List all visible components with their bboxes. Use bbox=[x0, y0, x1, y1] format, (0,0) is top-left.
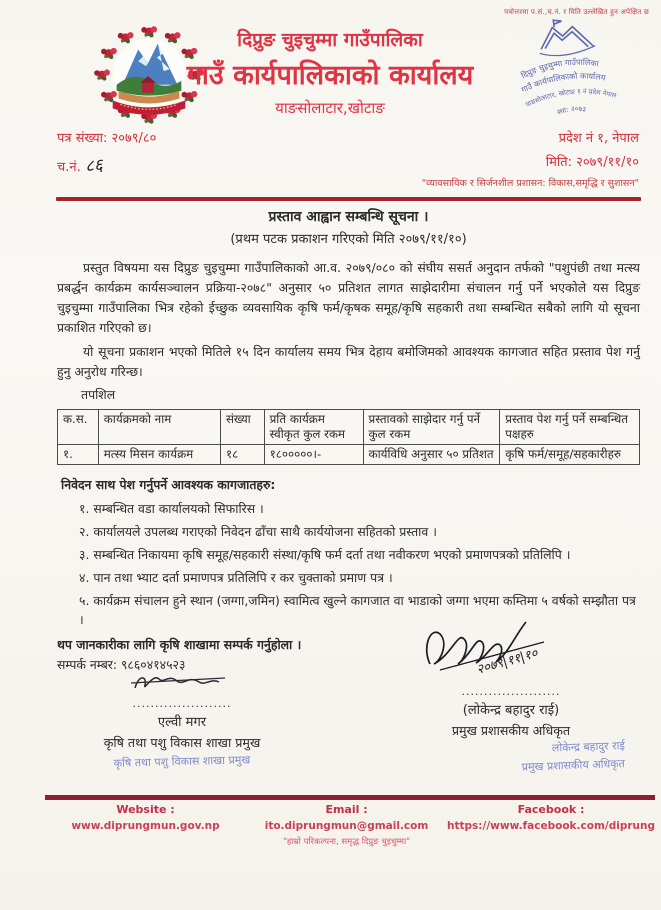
stamp-name-right: लोकेन्द्र बहादुर राई bbox=[551, 739, 626, 755]
office-round-stamp bbox=[497, 8, 634, 142]
cell-eligible-parties: कृषि फर्म/समूह/सहकारीहरु bbox=[500, 445, 640, 465]
notice-title: प्रस्ताव आह्वान सम्बन्धि सूचना । bbox=[268, 209, 429, 225]
dispatch-number-label: च.नं. bbox=[57, 160, 81, 175]
facebook-label: Facebook : bbox=[517, 803, 585, 816]
contact-number: सम्पर्क नम्बर: ९८६०४१४५२३ bbox=[57, 657, 186, 672]
col-serial: क.स. bbox=[58, 410, 99, 445]
signatory-title-right: प्रमुख प्रशासकीय अधिकृत bbox=[451, 723, 571, 738]
svg-text:याङसोलाटार, खोटाङ १ नं प्रदेश: याङसोलाटार, खोटाङ १ नं प्रदेश नेपाल bbox=[524, 87, 618, 109]
signature-dots-right: ...................... bbox=[461, 685, 561, 698]
program-table bbox=[57, 409, 640, 465]
document-item-5: ५. कार्यक्रम संचालन हुने स्थान (जग्गा,जमिन) स्वामित्व खुल्ने कागजात वा भाडाको जग्गा भएमा कम्तिमा ५ वर्षको सम्झौता पत्र । bbox=[79, 593, 636, 627]
signature-block-right bbox=[391, 612, 631, 775]
document-item-4: ४. पान तथा भ्याट दर्ता प्रमाणपत्र प्रतिलिपि र कर चुक्ताको प्रमाण पत्र । bbox=[79, 570, 393, 585]
col-eligible-parties: प्रस्ताव पेश गर्नु पर्ने सम्बन्धित पक्षहरु bbox=[500, 410, 640, 445]
svg-text:दिप्रुङ चुइचुम्मा गाउँपालिका: दिप्रुङ चुइचुम्मा गाउँपालिका bbox=[519, 57, 600, 81]
administration-motto: "व्यावसायिक र सिर्जनशील प्रशासन: विकास,समृद्धि र सुशासन" bbox=[421, 178, 639, 189]
letter-reference-block bbox=[57, 128, 156, 176]
municipality-name: दिप्रुङ चुइचुम्मा गाउँपालिका bbox=[237, 29, 423, 51]
footer-facebook bbox=[447, 803, 655, 847]
footer-website bbox=[45, 803, 246, 847]
handwritten-date: २०७९|११|१० bbox=[474, 646, 540, 678]
document-item-3: ३. सम्बन्धित निकायमा कृषि समूह/सहकारी संस्था/कृषि फर्म दर्ता तथा नवीकरण भएको प्रमाणपत्रको प्रतिलिपि । bbox=[79, 547, 571, 562]
cell-quantity: १८ bbox=[220, 445, 264, 465]
signatory-title-left: कृषि तथा पशु विकास शाखा प्रमुख bbox=[103, 735, 261, 750]
details-label: तपशिल bbox=[81, 387, 116, 402]
vision-tagline: "हाम्रो परिकल्पना, समृद्ध दिप्रुङ चुइचुम्मा" bbox=[282, 837, 411, 847]
footer-divider-bar bbox=[45, 795, 655, 800]
handwritten-signature-left bbox=[127, 666, 237, 696]
letterhead bbox=[160, 26, 500, 118]
province-label: प्रदेश नं १, नेपाल bbox=[558, 131, 639, 146]
letter-date: मिति: २०७९/११/१० bbox=[545, 155, 639, 170]
signatory-name-left: एल्वी मगर bbox=[157, 715, 207, 730]
col-quantity: संख्या bbox=[220, 410, 264, 445]
document-item-2: २. कार्यालयले उपलब्ध गराएको निवेदन ढाँचा साथै कार्ययोजना सहितको प्रस्ताव । bbox=[79, 524, 437, 539]
svg-text:गाउँ कार्यपालिकाको कार्यालय: गाउँ कार्यपालिकाको कार्यालय bbox=[519, 71, 607, 95]
office-address: याङसोलाटार,खोटाङ bbox=[275, 99, 385, 117]
signature-block-left bbox=[57, 666, 307, 769]
letter-number: पत्र संख्या: २०७९/८० bbox=[57, 131, 157, 146]
header-divider-line bbox=[56, 197, 641, 201]
website-label: Website : bbox=[116, 803, 175, 816]
col-approved-amount: प्रति कार्यक्रम स्वीकृत कुल रकम bbox=[264, 410, 363, 445]
stamp-text-left: कृषि तथा पशु विकास शाखा प्रमुख bbox=[113, 753, 251, 770]
cell-program-name: मत्स्य मिसन कार्यक्रम bbox=[98, 445, 220, 465]
cell-serial: १. bbox=[58, 445, 99, 465]
more-info-line: थप जानकारीका लागि कृषि शाखामा सम्पर्क गर्नुहोला । bbox=[57, 637, 302, 652]
office-name: गाउँ कार्यपालिकाको कार्यालय bbox=[186, 60, 474, 91]
email-label: Email : bbox=[325, 803, 368, 816]
table-header-row bbox=[58, 410, 640, 445]
facebook-url: https://www.facebook.com/diprung bbox=[447, 820, 656, 832]
table-row bbox=[58, 445, 640, 465]
notice-body bbox=[57, 207, 640, 655]
handwritten-signature-right bbox=[416, 612, 606, 684]
signatory-name-right: (लोकेन्द्र बहादुर राई) bbox=[462, 703, 560, 718]
notice-paragraph-1: प्रस्तुत विषयमा यस दिप्रुङ चुइचुम्मा गाउँपालिकाको आ.व. २०७९/०८० को संघीय ससर्त अनुदान तर्फको "पशुपंछी तथा मत्स्य प्रबर्द्धन कार्यक्रम कार्यसञ्चालन प्रक्रिया-२०७८" अनुसार ५० प्रतिशत लागत साझेदारीमा संचालन गर्नु पर्ने भएकोले यस दिप्रुङ चुइचुम्मा गाउँपालिका भित्र रहेको ईच्छुक व्यवसायिक कृषि फर्म/कृषक समूह/कृषि सहकारी तथा सम्बन्धित सबैको लागि यो सूचना प्रकाशित गरिएको छ। bbox=[57, 260, 640, 335]
footer-email bbox=[246, 803, 447, 847]
signature-dots-left: ...................... bbox=[132, 697, 232, 710]
email-address: ito.diprungmun@gmail.com bbox=[264, 820, 429, 832]
notice-publish-date: (प्रथम पटक प्रकाशन गरिएको मिति २०७९/११/१०) bbox=[230, 232, 467, 247]
cell-partner-amount: कार्यविधि अनुसार ५० प्रतिशत bbox=[363, 445, 500, 465]
province-date-block bbox=[422, 128, 639, 189]
col-program-name: कार्यक्रमको नाम bbox=[98, 410, 220, 445]
cell-approved-amount: १८०००००।- bbox=[264, 445, 363, 465]
footer bbox=[45, 803, 655, 847]
dispatch-number-handwritten: ८६ bbox=[84, 155, 104, 177]
website-url: www.diprungmun.gov.np bbox=[71, 820, 220, 832]
svg-text:स्था: २०७३: स्था: २०७३ bbox=[556, 104, 587, 117]
document-item-1: १. सम्बन्धित वडा कार्यालयको सिफारिस । bbox=[79, 501, 264, 516]
required-documents-heading: निवेदन साथ पेश गर्नुपर्ने आवश्यक कागजातहरु: bbox=[61, 477, 276, 492]
col-partner-amount: प्रस्तावको साझेदार गर्नु पर्ने कुल रकम bbox=[363, 410, 500, 445]
notice-paragraph-2: यो सूचना प्रकाशन भएको मितिले १५ दिन कार्यालय समय भित्र देहाय बमोजिमको आवश्यक कागजात सहित प्रस्ताव पेश गर्नु हुनु अनुरोध गरिन्छ। bbox=[57, 344, 640, 379]
reply-reference-note: पत्रोत्तरमा प.सं.,च.नं. र मिति उल्लेखित हुन अपेक्षित छ bbox=[504, 8, 649, 16]
stamp-title-right: प्रमुख प्रशासकीय अधिकृत bbox=[521, 757, 626, 774]
